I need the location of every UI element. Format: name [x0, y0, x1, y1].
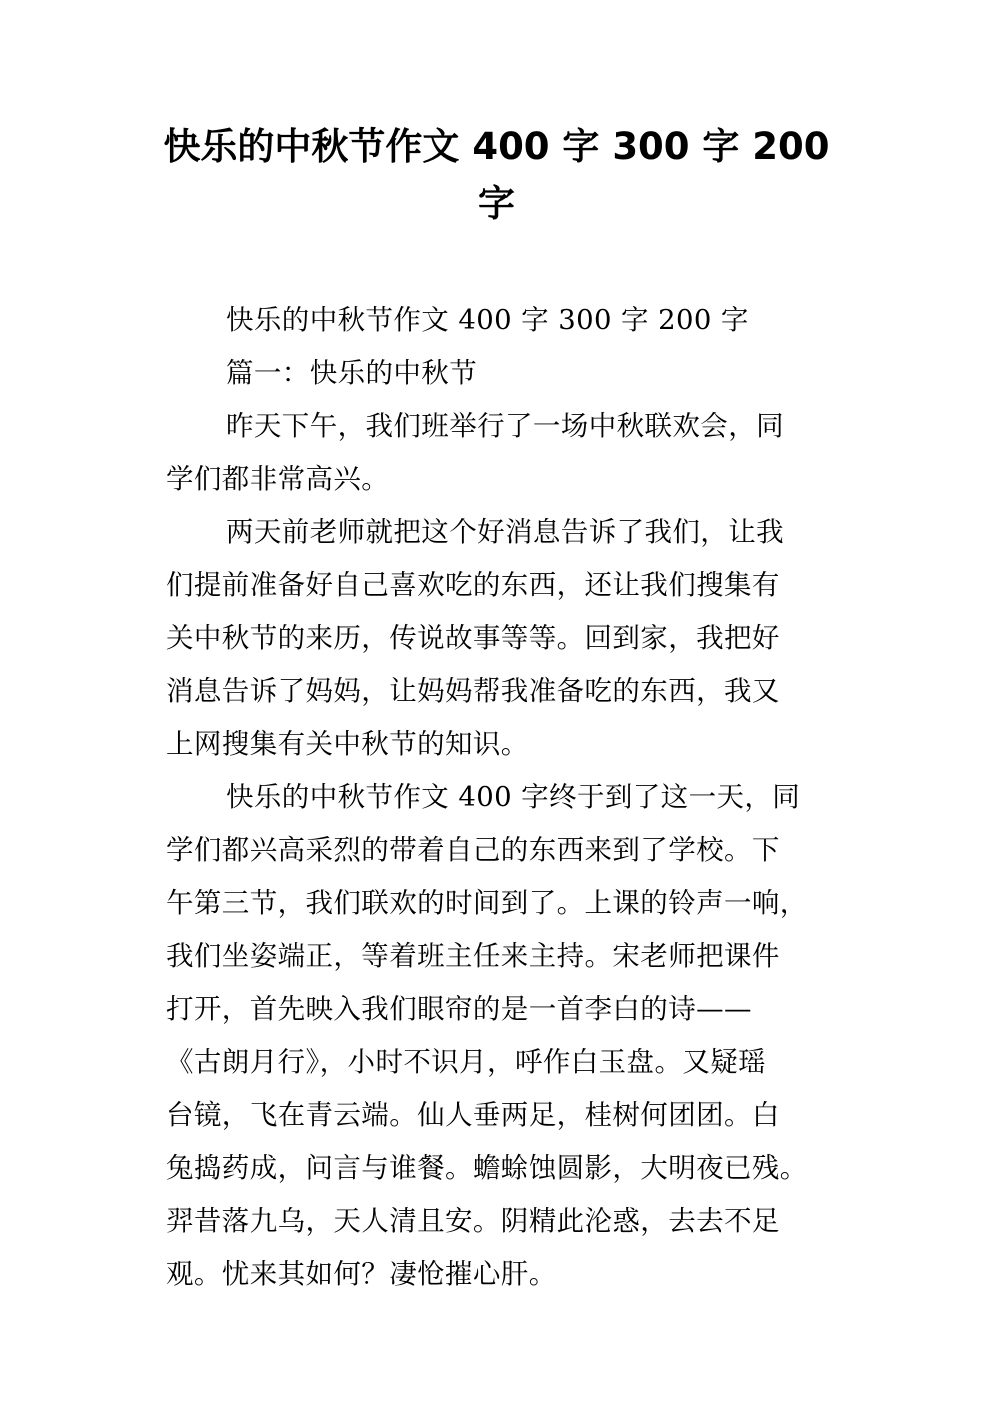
text-line: 我们坐姿端正，等着班主任来主持。宋老师把课件 — [166, 940, 780, 972]
paragraph-3 — [166, 771, 842, 1301]
text-line: 《古朗月行》，小时不识月，呼作白玉盘。又疑瑶 — [166, 1046, 767, 1078]
text-line: 快乐的中秋节作文 400 字终于到了这一天，同 — [226, 781, 801, 813]
paragraph-section-heading — [166, 347, 842, 400]
text-line: 午第三节，我们联欢的时间到了。上课的铃声一响， — [166, 887, 808, 919]
text-line: 昨天下午，我们班举行了一场中秋联欢会，同 — [226, 410, 784, 442]
text-line: 兔捣药成，问言与谁餐。蟾蜍蚀圆影，大明夜已残。 — [166, 1152, 808, 1184]
document-body — [166, 294, 842, 1301]
paragraph-1 — [166, 400, 842, 506]
text-line: 观。忧来其如何？凄怆摧心肝。 — [166, 1258, 557, 1290]
text-line: 台镜，飞在青云端。仙人垂两足，桂树何团团。白 — [166, 1099, 780, 1131]
text-line: 两天前老师就把这个好消息告诉了我们，让我 — [226, 516, 784, 548]
document-title — [150, 118, 843, 232]
title-line-1: 快乐的中秋节作文 400 字 300 字 200 — [163, 125, 830, 168]
text-line: 篇一：快乐的中秋节 — [226, 357, 478, 389]
paragraph-2 — [166, 506, 842, 771]
paragraph-subtitle — [166, 294, 842, 347]
text-line: 打开，首先映入我们眼帘的是一首李白的诗—— — [166, 993, 752, 1025]
text-line: 快乐的中秋节作文 400 字 300 字 200 字 — [226, 304, 749, 336]
title-line-2: 字 — [478, 182, 515, 225]
text-line: 消息告诉了妈妈，让妈妈帮我准备吃的东西，我又 — [166, 675, 780, 707]
text-line: 学们都兴高采烈的带着自己的东西来到了学校。下 — [166, 834, 780, 866]
text-line: 关中秋节的来历，传说故事等等。回到家，我把好 — [166, 622, 780, 654]
text-line: 上网搜集有关中秋节的知识。 — [166, 728, 529, 760]
text-line: 羿昔落九乌，天人清且安。阴精此沦惑，去去不足 — [166, 1205, 780, 1237]
text-line: 们提前准备好自己喜欢吃的东西，还让我们搜集有 — [166, 569, 780, 601]
text-line: 学们都非常高兴。 — [166, 463, 390, 495]
